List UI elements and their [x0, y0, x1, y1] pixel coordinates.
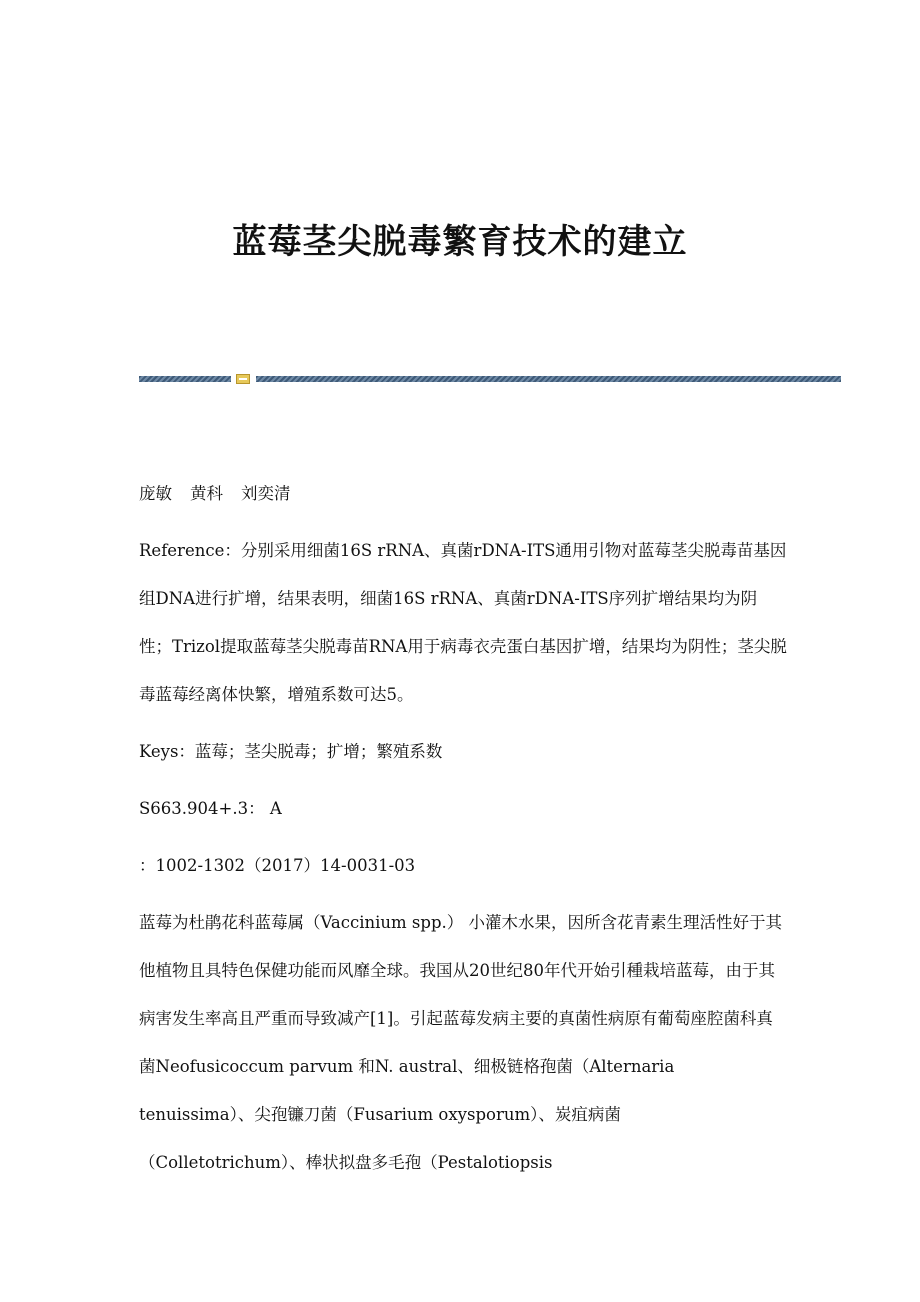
- document-body: [139, 470, 789, 1196]
- document-title: 蓝莓茎尖脱毒繁育技术的建立: [232, 222, 688, 262]
- authors-line: [139, 470, 789, 518]
- author-name: 黄科: [190, 484, 223, 503]
- author-name: 刘奕清: [241, 484, 291, 503]
- title-divider: [139, 374, 841, 384]
- divider-bar-right: [256, 376, 841, 382]
- classification-line: S663.904+.3： A: [139, 799, 282, 818]
- divider-badge-icon: [236, 374, 250, 384]
- keywords-line: Keys：蓝莓；茎尖脱毒；扩增；繁殖系数: [139, 742, 443, 761]
- body-paragraph: 蓝莓为杜鹃花科蓝莓属（Vaccinium spp.） 小灌木水果，因所含花青素生理活性好于其他植物且具特色保健功能而风靡全球。我国从20世纪80年代开始引種栽培蓝莓，由于其病害发生率高且严重而导致减产[1]。引起蓝莓发病主要的真菌性病原有葡萄座腔菌科真菌Neofusicoccum parvum 和N. austral、细极链格孢菌（Alternaria tenuissima）、尖孢镰刀菌（Fusarium oxysporum）、炭疽病菌 （Colletotrichum）、棒状拟盘多毛孢（Pestalotiopsis: [139, 913, 783, 1172]
- divider-bar-left: [139, 376, 231, 382]
- issn-line: ：1002-1302（2017）14-0031-03: [139, 856, 416, 875]
- author-name: 庞敏: [139, 484, 172, 503]
- abstract-paragraph: Reference：分别采用细菌16S rRNA、真菌rDNA-ITS通用引物对蓝莓茎尖脱毒苗基因组DNA进行扩增，结果表明，细菌16S rRNA、真菌rDNA-ITS序列扩增结果均为阴性；Trizol提取蓝莓茎尖脱毒苗RNA用于病毒衣壳蛋白基因扩增，结果均为阴性；茎尖脱毒蓝莓经离体快繁，增殖系数可达5。: [139, 541, 787, 704]
